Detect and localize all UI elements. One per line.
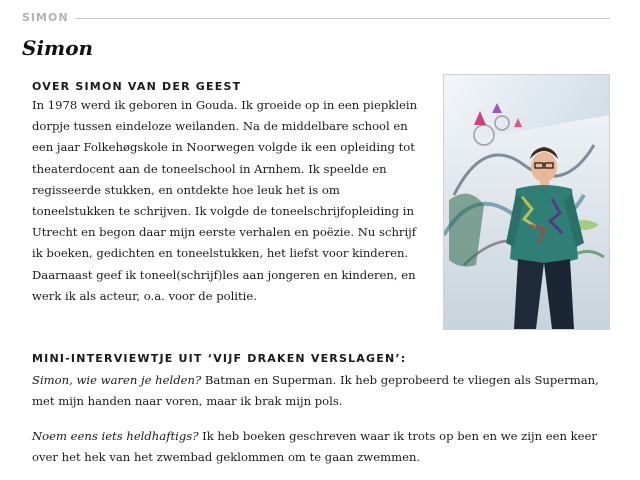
author-photo-illustration — [444, 75, 609, 329]
interview-question: Simon, wie waren je helden? — [32, 373, 202, 387]
interview-question: Noem eens iets heldhaftigs? — [32, 429, 199, 443]
page-title: Simon — [22, 36, 94, 60]
section-divider — [75, 18, 610, 19]
section-label: SIMON — [22, 10, 69, 24]
interview-item — [32, 370, 624, 412]
section-header — [22, 9, 610, 25]
about-heading: OVER SIMON VAN DER GEEST — [32, 80, 242, 93]
author-photo — [443, 74, 610, 330]
interview-answer: Ik heb boeken geschreven waar ik trots op ben en we zijn een keer over het hek van het zwembad geklommen om te gaan zwemmen. — [32, 429, 597, 464]
about-paragraph: In 1978 werd ik geboren in Gouda. Ik groeide op in een piepklein dorpje tussen eindeloze weilanden. Na de middelbare school en een jaar Folkehøgskole in Noorwegen volgde ik een opleiding tot theaterdocent aan de toneelschool in Arnhem. Ik speelde en regisseerde stukken, en ontdekte hoe leuk het is om toneelstukken te schrijven. Ik volgde de toneelschrijfopleiding in Utrecht en begon daar mijn eerste verhalen en poëzie. Nu schrijf ik boeken, gedichten en toneelstukken, het liefst voor kinderen. Daarnaast geef ik toneel(schrijf)les aan jongeren en kinderen, en werk ik als acteur, o.a. voor de politie. — [32, 98, 418, 303]
interview-heading: MINI-INTERVIEWTJE UIT ‘VIJF DRAKEN VERSLAGEN’: — [32, 352, 407, 365]
interview-item — [32, 426, 624, 468]
interview-answer: Batman en Superman. Ik heb geprobeerd te vliegen als Superman, met mijn handen naar voren, maar ik brak mijn pols. — [32, 373, 599, 408]
